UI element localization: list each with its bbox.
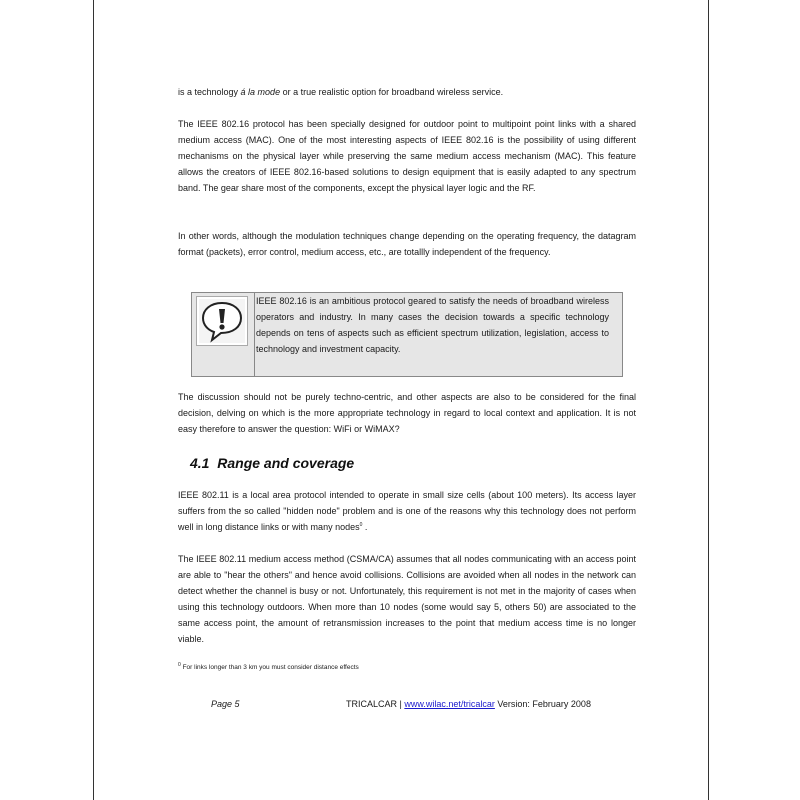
paragraph-3-text: In other words, although the modulation techniques change depending on the operating frequency, the datagram format (packets), error control, medium access, etc., are totallly independent of the frequency. xyxy=(178,231,636,257)
section-title: Range and coverage xyxy=(217,455,355,471)
speech-bubble-exclamation-icon xyxy=(196,296,248,346)
footer-info xyxy=(346,699,591,709)
paragraph-4-text: The discussion should not be purely techno-centric, and other aspects are also to be considered for the final decision, delving on which is the more appropriate technology in regard to local context and application. It is not easy therefore to answer the question: WiFi or WiMAX? xyxy=(178,392,636,434)
footer-brand: TRICALCAR | xyxy=(346,699,405,709)
note-box xyxy=(191,292,623,377)
footnote-reference[interactable]: 0 xyxy=(359,522,363,528)
section-number: 4.1 xyxy=(190,455,210,471)
document-page xyxy=(93,0,709,800)
paragraph-5 xyxy=(178,487,636,535)
paragraph-4 xyxy=(178,389,636,437)
footnote-text: For links longer than 3 km you must consider distance effects xyxy=(180,664,359,671)
paragraph-6-text: The IEEE 802.11 medium access method (CSMA/CA) assumes that all nodes communicating with an access point are able to "hear the others" and hence avoid collisions. Collisions are avoided when all nodes in the network can detect whether the channel is busy or not. Unfortunately, this requirement is not met in the majority of cases when using this technology outdoors. When more than 10 nodes (some would say 5, others 50) are associated to the same access point, the amount of retransmission increases to the point that medium access time is no longer viable. xyxy=(178,554,636,644)
paragraph-1-emphasis: á la mode xyxy=(240,87,281,97)
paragraph-1-text: is a technology xyxy=(178,87,241,97)
paragraph-5-end: . xyxy=(362,522,368,532)
paragraph-3 xyxy=(178,228,636,260)
footer-version: Version: February 2008 xyxy=(494,699,591,709)
paragraph-2 xyxy=(178,116,636,196)
paragraph-2-text: The IEEE 802.16 protocol has been specially designed for outdoor point to multipoint point links with a shared medium access (MAC). One of the most interesting aspects of IEEE 802.16 is the possibility of using different mechanisms on the physical layer while preserving the same medium access mechanism (MAC). This feature allows the creators of IEEE 802.16-based solutions to design equipment that is easily adapted to any spectrum band. The gear share most of the components, except the physical layer logic and the RF. xyxy=(178,119,636,193)
paragraph-5-text: IEEE 802.11 is a local area protocol intended to operate in small size cells (about 100 meters). Its access layer suffers from the so called "hidden node" problem and is one of the reasons why this technology does not perform well in long distance links or with many nodes xyxy=(178,490,636,532)
paragraph-6 xyxy=(178,551,636,647)
footnote-mark: 0 xyxy=(178,661,181,668)
footnote xyxy=(178,661,359,671)
section-heading xyxy=(190,455,354,471)
footer-link[interactable]: www.wilac.net/tricalcar xyxy=(404,699,495,709)
paragraph-1 xyxy=(178,84,636,100)
note-icon-cell xyxy=(192,293,255,376)
paragraph-1-text-end: or a true realistic option for broadband wireless service. xyxy=(280,87,504,97)
footer-page-number: Page 5 xyxy=(211,699,240,709)
note-text: IEEE 802.16 is an ambitious protocol geared to satisfy the needs of broadband wireless operators and industry. In many cases the decision towards a specific technology depends on tens of aspects such as efficient spectrum utilization, legislation, access to technology and investment capacity. xyxy=(256,296,609,354)
